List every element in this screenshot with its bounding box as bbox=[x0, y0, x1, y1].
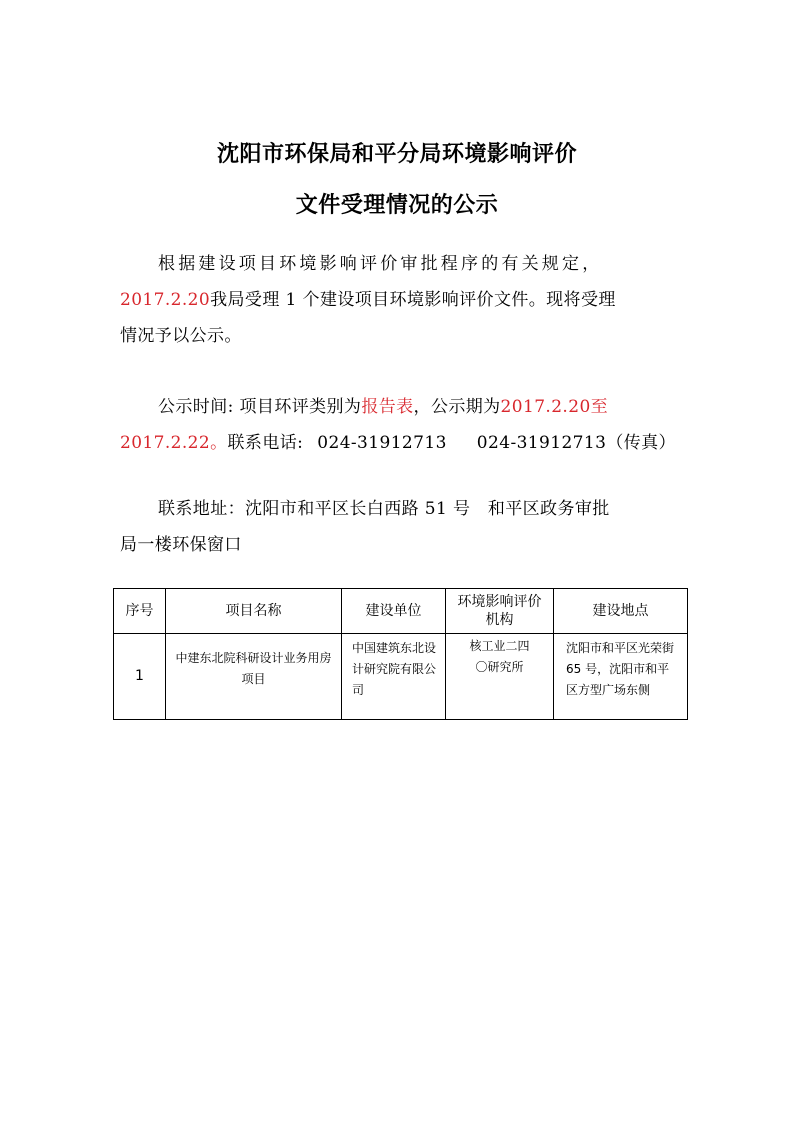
header-builder: 建设单位 bbox=[342, 589, 446, 634]
address-text-1: 联系地址：沈阳市和平区长白西路 51 号 和平区政务审批 bbox=[158, 499, 610, 519]
paragraph-notice-period bbox=[120, 389, 680, 461]
intro-text-1: 根据建设项目环境影响评价审批程序的有关规定， bbox=[158, 254, 603, 274]
header-location: 建设地点 bbox=[554, 589, 688, 634]
cell-location: 沈阳市和平区光荣街 65 号，沈阳市和平区方型广场东侧 bbox=[554, 634, 688, 720]
cell-project-name: 中建东北院科研设计业务用房项目 bbox=[166, 634, 342, 720]
cell-index: 1 bbox=[114, 634, 166, 720]
contact-label: 联系电话: bbox=[227, 433, 304, 453]
accept-date: 2017.2.20 bbox=[120, 290, 211, 310]
intro-line-3: 情况予以公示。 bbox=[120, 326, 242, 346]
paragraph-address bbox=[120, 491, 680, 563]
fax-number: 024-31912713 bbox=[476, 433, 607, 453]
document-title-line1: 沈阳市环保局和平分局环境影响评价 bbox=[216, 142, 577, 167]
report-type: 报告表 bbox=[361, 397, 414, 417]
intro-line-2 bbox=[120, 282, 680, 318]
table-row bbox=[114, 634, 688, 720]
intro-text-2: 我局受理 1 个建设项目环境影响评价文件。现将受理 bbox=[210, 290, 616, 310]
header-eia-agency: 环境影响评价机构 bbox=[446, 589, 554, 634]
table-header-row bbox=[114, 589, 688, 634]
cell-builder: 中国建筑东北设计研究院有限公司 bbox=[342, 634, 446, 720]
document-title-line2: 文件受理情况的公示 bbox=[295, 193, 499, 218]
notice-mid: ，公示期为 bbox=[413, 397, 501, 417]
period-to: 至 bbox=[590, 397, 609, 417]
cell-eia-agency: 核工业二四〇研究所 bbox=[446, 634, 554, 720]
address-line-2: 局一楼环保窗口 bbox=[120, 535, 242, 555]
address-line-1 bbox=[120, 491, 680, 527]
phone-number: 024-31912713 bbox=[317, 433, 447, 453]
header-project-name: 项目名称 bbox=[166, 589, 342, 634]
fax-note: （传真） bbox=[606, 433, 676, 453]
notice-line-1 bbox=[120, 389, 680, 425]
paragraph-intro bbox=[120, 246, 680, 354]
period-start: 2017.2.20 bbox=[500, 397, 591, 417]
notice-lead: 公示时间: 项目环评类别为 bbox=[158, 397, 362, 417]
acceptance-table bbox=[113, 588, 688, 720]
intro-line-1 bbox=[120, 246, 680, 282]
period-end: 2017.2.22。 bbox=[120, 433, 228, 453]
header-index: 序号 bbox=[114, 589, 166, 634]
notice-line-2 bbox=[120, 425, 680, 461]
